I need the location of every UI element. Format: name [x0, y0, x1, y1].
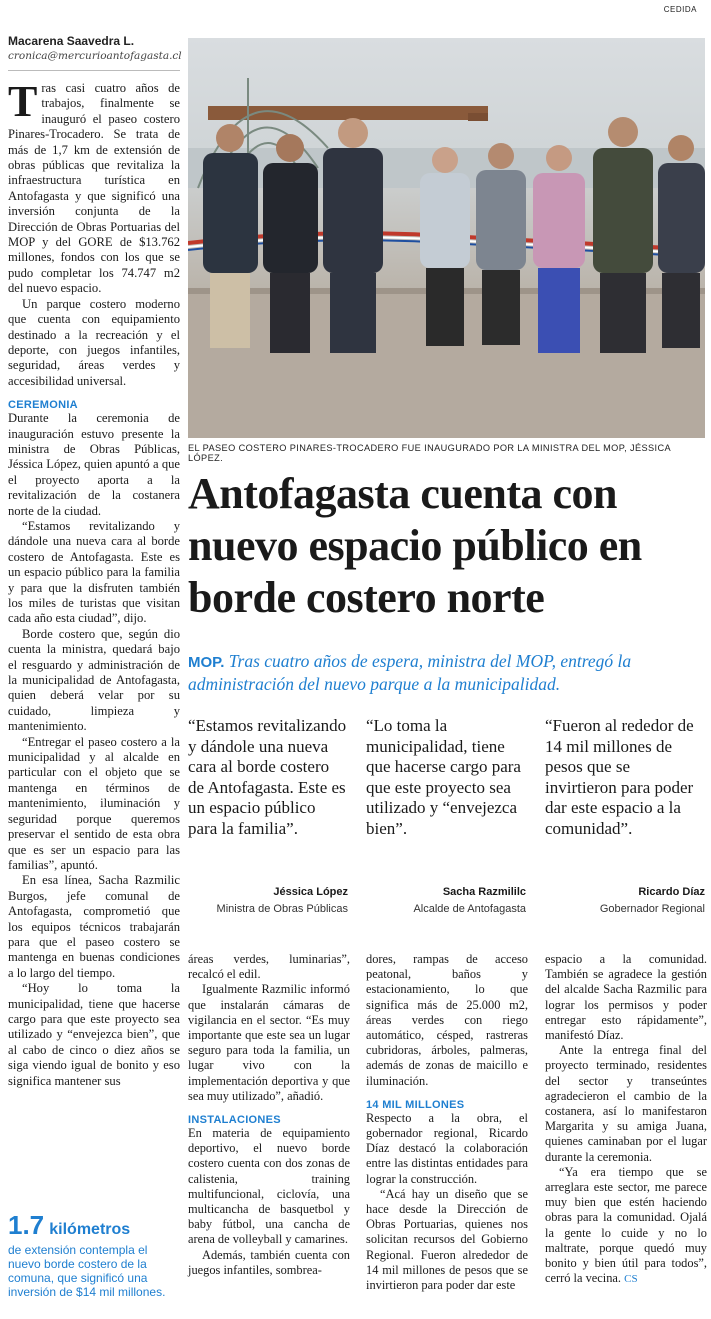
photo-illustration	[188, 38, 705, 438]
stat-box	[8, 1210, 180, 1299]
quote-3: “Fueron al rededor de 14 mil millones de pesos que se invirtieron para poder dar este espacio a la comunidad”.	[545, 716, 694, 838]
deck	[188, 650, 703, 696]
paragraph: “Ya era tiempo que se arreglara este sector, me parece muy bien que estén haciendo obras para la comunidad. Ojalá la gente lo cuide y no lo maltrate, porque quedó muy bonito y bien útil para todos”, cerró la vecina. CS	[545, 1164, 707, 1286]
quote-3-name: Ricardo Díaz	[638, 886, 705, 898]
quote-1-role: Ministra de Obras Públicas	[216, 903, 348, 915]
paragraph: En esa línea, Sacha Razmilic Burgos, jefe comunal de Antofagasta, comprometió que los equipos técnicos trabajarán para que el paseo costero se mantenga en buenas condiciones a lo largo del tiempo.	[8, 873, 180, 980]
paragraph: “Acá hay un diseño que se hace desde la Dirección de Obras Portuarias, quienes nos solicitan recursos del Gobierno Regional. Fueron alrededor de 14 mil millones de pesos que se invirtieron para poder dar este	[366, 1186, 528, 1293]
paragraph: áreas verdes, luminarias”, recalcó el edil.	[188, 952, 350, 982]
headline: Antofagasta cuenta con nuevo espacio público en borde costero norte	[188, 469, 642, 622]
paragraph: Un parque costero moderno que cuenta con equipamiento destinado a la recreación y el deporte, con juegos infantiles, seguridad, áreas verdes y accesibilidad universal.	[8, 296, 180, 388]
paragraph: “Hoy lo toma la municipalidad, tiene que hacerse cargo para que este proyecto sea utilizado y “envejezca bien”, que al cabo de cinco o diez años se siga viendo igual de bonito y eso significa mantener sus	[8, 981, 180, 1088]
paragraph: Durante la ceremonia de inauguración estuvo presente la ministra de Obras Públicas, Jéssica López, quien apuntó a que el proyecto aporta a la revitalización de la costanera norte de la ciudad.	[8, 411, 180, 518]
deck-tag: MOP.	[188, 654, 225, 671]
quote-1: “Estamos revitalizando y dándole una nueva cara al borde costero de Antofagasta. Este es un espacio público para la familia”.	[188, 716, 347, 838]
paragraph: “Estamos revitalizando y dándole una nueva cara al borde costero de Antofagasta. Este es un espacio público para la familia y para que la disfruten también los miles de turistas que visitan cada año esta ciudad”, dijo.	[8, 518, 180, 626]
author-email[interactable]: cronica@mercurioantofagasta.cl	[8, 50, 182, 62]
paragraph: Igualmente Razmilic informó que instalarán cámaras de vigilancia en el sector. “Es muy importante que este sea un lugar seguro para toda la familia, un lugar vivo con la implementación deportiva y que sea muy utilizado”, añadió.	[188, 982, 350, 1103]
paragraph: dores, rampas de acceso peatonal, baños y estacionamiento, lo que significa más de 25.000 m2, áreas verdes con riego automático, césped, rastreras cubridoras, árboles, palmeras, además de zonas de maicillo e iluminación.	[366, 952, 528, 1088]
stat-number: 1.7	[8, 1210, 45, 1240]
paragraph: espacio a la comunidad. También se agradece la gestión del alcalde Sacha Razmilic para lograr los permisos y poder entregar esto rápidamente”, manifestó Díaz.	[545, 952, 707, 1043]
quote-2-role: Alcalde de Antofagasta	[413, 903, 526, 915]
quote-2-name: Sacha Razmililc	[442, 886, 526, 898]
stat-description: de extensión contempla el nuevo borde costero de la comuna, que significó una inversión de $14 mil millones.	[8, 1243, 166, 1299]
divider	[8, 70, 180, 71]
paragraph: En materia de equipamiento deportivo, el nuevo borde costero cuenta con dos zonas de calistenia, training multifuncional, ciclovía, una multicancha de basquetbol y baby fútbol, una cancha de arena de volleyball y camarines.	[188, 1126, 350, 1247]
dropcap: T	[8, 77, 38, 126]
paragraph: Ante la entrega final del proyecto terminado, residentes del sector y transeúntes agradecieron el cambio de la costanera, así lo manifestaron Margarita y su amiga Juana, quienes caminaban por el lugar durante la ceremonia.	[545, 1043, 707, 1164]
quote-2: “Lo toma la municipalidad, tiene que hacerse cargo para que este proyecto sea utilizado y “envejezca bien”.	[366, 716, 521, 838]
photo-credit: CEDIDA	[663, 5, 697, 14]
body-column-3	[366, 952, 528, 1293]
paragraph: Borde costero que, según dio cuenta la ministra, quedará bajo el resguardo y administración de la municipalidad de Antofagasta, quien deberá velar por su cuidado, limpieza y mantenimiento.	[8, 626, 180, 734]
end-mark-icon: CS	[624, 1273, 638, 1286]
paragraph: Respecto a la obra, el gobernador regional, Ricardo Díaz destacó la colaboración entre las distintas entidades para lograr la construcción.	[366, 1110, 528, 1186]
paragraph: Tras casi cuatro años de trabajos, finalmente se inauguró el paseo costero Pinares-Trocadero. Se trata de más de 1,7 km de extensión de obras públicas que revitaliza la infraestructura turística en Antofagasta y que significó una inversión conjunta de la Dirección de Obras Portuarias del MOP y del GORE de $13.762 millones, fondos con los que se pudo completar los 74.747 m2 del nuevo espacio.	[8, 77, 180, 296]
author-name: Macarena Saavedra L.	[8, 34, 135, 48]
quote-1-name: Jéssica López	[273, 886, 348, 898]
paragraph: “Entregar el paseo costero a la municipalidad y al alcalde en particular con el objeto que se mantenga en términos de mantenimiento, iluminación y seguridad porque queremos preservar el sentido de esta obra que es ser un espacio para las familias”, apuntó.	[8, 734, 180, 872]
quote-3-role: Gobernador Regional	[599, 903, 705, 915]
paragraph: Además, también cuenta con juegos infantiles, sombrea-	[188, 1247, 350, 1277]
photo-caption: EL PASEO COSTERO PINARES-TROCADERO FUE INAUGURADO POR LA MINISTRA DEL MOP, JÉSSICA LÓPEZ.	[188, 443, 671, 463]
stat-unit: kilómetros	[49, 1221, 131, 1238]
left-body	[8, 77, 180, 1089]
body-column-4	[545, 952, 707, 1287]
body-column-2	[188, 952, 350, 1278]
subhead-ceremonia: CEREMONIA	[8, 399, 78, 412]
left-column	[8, 34, 180, 1089]
subhead-instalaciones: INSTALACIONES	[188, 1114, 281, 1127]
deck-text: Tras cuatro años de espera, ministra del MOP, entregó la administración del nuevo parque a la municipalidad.	[188, 651, 632, 694]
article-photo	[188, 38, 705, 438]
subhead-14-mil-millones: 14 MIL MILLONES	[366, 1098, 465, 1111]
